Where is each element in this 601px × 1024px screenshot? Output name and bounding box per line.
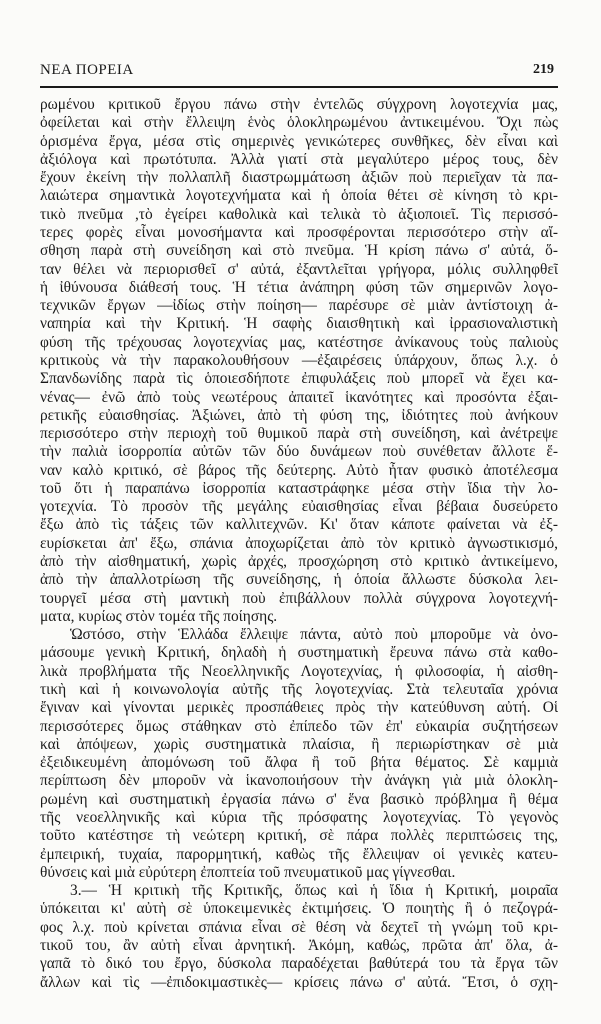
text-line: τικὸ πνεῦμα ,τὸ ἐγείρει καθολικὰ καὶ τελικὰ τὸ ἀξιοποιεῖ. Τὶς περισσό- [40, 205, 558, 223]
text-line: τουργεῖ μέσα στὴ μαντικὴ ποὺ ἐπιβάλλουν πολλὰ σύγχρονα λογοτεχνή- [40, 589, 558, 607]
text-line: κριτικοὺς νὰ τὴν παρακολουθήσουν —ἐξαιρέσεις ὑπάρχουν, ὅπως λ.χ. ὁ [40, 351, 558, 369]
text-line: τοῦ ὅτι ἡ παραπάνω ἰσορροπία καταστράφηκε μέσα στὴν ἴδια τὴν λο- [40, 479, 558, 497]
text-line: ἔχουν ἐκείνη τὴν πολλαπλῆ διαστρωμμάτωση ἀξιῶν ποὺ περιεῖχαν τὰ πα- [40, 169, 558, 187]
text-line: τικὴ καὶ ἡ κοινωνολογία αὐτῆς τῆς λογοτεχνίας. Στὰ τελευταῖα χρόνια [40, 681, 558, 698]
text-line: ἀπὸ τὴν ἀπαλλοτρίωση τῆς συνείδησης, ἡ ὁποία ἄλλωστε δύσκολα λει- [40, 571, 558, 589]
text-line: ρωμένη καὶ συστηματικὴ ἐργασία πάνω σ' ἕνα βασικὸ πρόβλημα ἢ θέμα [40, 790, 558, 808]
text-line: τῆς νεοελληνικῆς καὶ κύρια τῆς πρόσφατης λογοτεχνίας. Τὸ γεγονὸς [40, 808, 558, 826]
text-line: ἔξω ἀπὸ τὶς τάξεις τῶν καλλιτεχνῶν. Κι' ὅταν κάποτε φαίνεται νὰ ἐξ- [40, 516, 558, 534]
text-line: ναπηρία καὶ τὴν Κριτική. Ἡ σαφὴς διαισθητικὴ καὶ ἰρρασιοναλιστικὴ [40, 315, 558, 333]
text-line: ὁρισμένα ἔργα, μέσα στὶς σημερινὲς γενικώτερες συνθῆκες, δὲν εἶναι καὶ [40, 132, 558, 150]
text-line: ἔγιναν καὶ γίνονται μερικὲς προσπάθειες πρὸς τὴν κατεύθυνση αὐτή. Οἱ [40, 699, 558, 717]
text-line: ρετικῆς εὐαισθησίας. Ἀξιώνει, ἀπὸ τὴ φύση της, ἰδιότητες ποὺ ἀνήκουν [40, 406, 558, 424]
text-line: περισσότερες ὅμως στάθηκαν στὸ ἐπίπεδο τῶν ἐπ' εὐκαιρία συζητήσεων [40, 717, 558, 735]
text-line: ἀξιόλογα καὶ πρωτότυπα. Ἀλλὰ γιατί στὰ μεγαλύτερο μέρος τους, δὲν [40, 150, 558, 168]
text-line: τὴν παλιὰ ἰσορροπία αὐτῶν τῶν δύο δυνάμεων ποὺ συνέθεταν ἄλλοτε ἕ- [40, 443, 558, 461]
text-line: ἐμπειρική, τυχαία, παρορμητική, καθὼς τῆς ἔλλειψαν οἱ γενικὲς κατευ- [40, 845, 558, 863]
text-line: ὑπόκειται κι' αὐτὴ σὲ ὑποκειμενικὲς ἐκτιμήσεις. Ὁ ποιητὴς ἢ ὁ πεζογρά- [40, 900, 558, 918]
text-line: θύνσεις καὶ μιὰ εὐρύτερη ἐποπτεία τοῦ πνευματικοῦ μας γίγνεσθαι. [40, 863, 456, 881]
text-line: φος λ.χ. ποὺ κρίνεται σπάνια εἶναι σὲ θέση νὰ δεχτεῖ τὴ γνώμη τοῦ κρι- [40, 918, 558, 936]
text-line: Σπανδωνίδης παρὰ τὶς ὁποιεσδήποτε ἐπιφυλάξεις ποὺ μπορεῖ νὰ ἔχει κα- [40, 370, 558, 388]
text-line: ἐξειδικευμένη ἀπομόνωση τοῦ ἄλφα ἢ τοῦ βήτα θέματος. Σὲ καμμιὰ [40, 754, 558, 772]
text-line: 3.— Ἡ κριτικὴ τῆς Κριτικῆς, ὅπως καὶ ἡ ἴδια ἡ Κριτική, μοιραῖα [70, 882, 558, 900]
text-line: σθηση παρὰ στὴ συνείδηση καὶ στὸ πνεῦμα. Ἡ κρίση πάνω σ' αὐτά, ὅ- [40, 242, 558, 260]
text-line: ματα, κυρίως στὸν τομέα τῆς ποίησης. [40, 607, 278, 625]
header-rule [40, 86, 558, 88]
text-line: γοτεχνία. Τὸ προσὸν τῆς μεγάλης εὐαισθησίας εἶναι βέβαια δυσεύρετο [40, 498, 558, 516]
running-header [40, 60, 558, 82]
text-line: ναν καλὸ κριτικό, σὲ βάρος τῆς δεύτερης. Αὐτὸ ἦταν φυσικὸ ἀποτέλεσμα [40, 461, 558, 479]
text-line: περισσότερο στὴν περιοχὴ τοῦ θυμικοῦ παρὰ στὴ συνείδηση, καὶ ἀνέτρεψε [40, 425, 558, 443]
text-line: ἀπὸ τὴν αἰσθηματική, χωρὶς ἀρχές, προσχώρηση στὸ κριτικὸ ἀντικείμενο, [40, 553, 558, 571]
body-text [40, 96, 558, 992]
text-line: φύση τῆς τρέχουσας λογοτεχνίας μας, κατέστησε ἀνίκανους τοὺς παλιοὺς [40, 333, 558, 351]
text-line: τοῦτο κατέστησε τὴ νεώτερη κριτική, σὲ πάρα πολλὲς περιπτώσεις της, [40, 827, 558, 845]
text-line: ἄλλων καὶ τὶς —ἐπιδοκιμαστικὲς— κρίσεις πάνω σ' αὐτά. Ἔτσι, ὁ σχη- [40, 973, 558, 991]
text-line: λαιώτερα σημαντικὰ λογοτεχνήματα καὶ ἡ ὁποία θέτει σὲ κίνηση τὸ κρι- [40, 187, 558, 205]
text-line: γαπᾶ τὸ δικό του ἔργο, δύσκολα παραδέχεται βαθύτερά του τὰ ἔργα τῶν [40, 955, 558, 973]
text-line: περίπτωση δὲν μποροῦν νὰ ἱκανοποιήσουν τὴν ἀνάγκη γιὰ μιὰ ὁλοκλη- [40, 772, 558, 790]
text-line: νένας— ἐνῶ ἀπὸ τοὺς νεωτέρους ἀπαιτεῖ ἱκανότητες καὶ προσόντα ἐξαι- [40, 388, 558, 406]
text-line: καὶ ἀπόψεων, χωρὶς συστηματικὰ πλαίσια, ἢ περιωρίστηκαν σὲ μιὰ [40, 735, 558, 753]
text-line: ἡ ἰθύνουσα διάθεσή τους. Ἡ τέτια ἀνάπηρη φύση τῶν σημερινῶν λογο- [40, 278, 558, 296]
text-line: τεχνικῶν ἔργων —ἰδίως στὴν ποίηση— παρέσυρε σὲ μιὰν ἀντίστοιχη ἀ- [40, 297, 558, 315]
text-line: μάσουμε γενικὴ Κριτική, δηλαδὴ ἡ συστηματικὴ ἔρευνα πάνω στὰ καθο- [40, 644, 558, 662]
text-line: τερες φορὲς εἶναι μονοσήμαντα καὶ προσφέρονται περισσότερο στὴν αἴ- [40, 223, 558, 241]
text-line: ὀφείλεται καὶ στὴν ἔλλειψη ἑνὸς ὁλοκληρωμένου ἀντικειμένου. Ὄχι πὼς [40, 114, 558, 132]
text-line: λικὰ προβλήματα τῆς Νεοελληνικῆς Λογοτεχνίας, ἡ φιλοσοφία, ἡ αἰσθη- [40, 662, 558, 680]
text-line: ταν θέλει νὰ περιορισθεῖ σ' αὐτά, ἐξαντλεῖται γρήγορα, μόλις συλληφθεῖ [40, 260, 558, 278]
text-line: τικοῦ του, ἂν αὐτὴ εἶναι ἀρνητική. Ἀκόμη, καθώς, πρῶτα ἀπ' ὅλα, ἀ- [40, 936, 558, 954]
text-line: ευρίσκεται ἀπ' ἔξω, σπάνια ἀποχωρίζεται ἀπὸ τὸν κριτικὸ ἀγνωστικισμό, [40, 534, 558, 552]
text-line: ρωμένου κριτικοῦ ἔργου πάνω στὴν ἐντελῶς σύγχρονη λογοτεχνία μας, [40, 96, 558, 113]
page-number: 219 [533, 62, 554, 77]
running-title: ΝΕΑ ΠΟΡΕΙΑ [40, 62, 134, 78]
text-line: Ὡστόσο, στὴν Ἑλλάδα ἔλλειψε πάντα, αὐτὸ ποὺ μποροῦμε νὰ ὀνο- [70, 626, 558, 644]
